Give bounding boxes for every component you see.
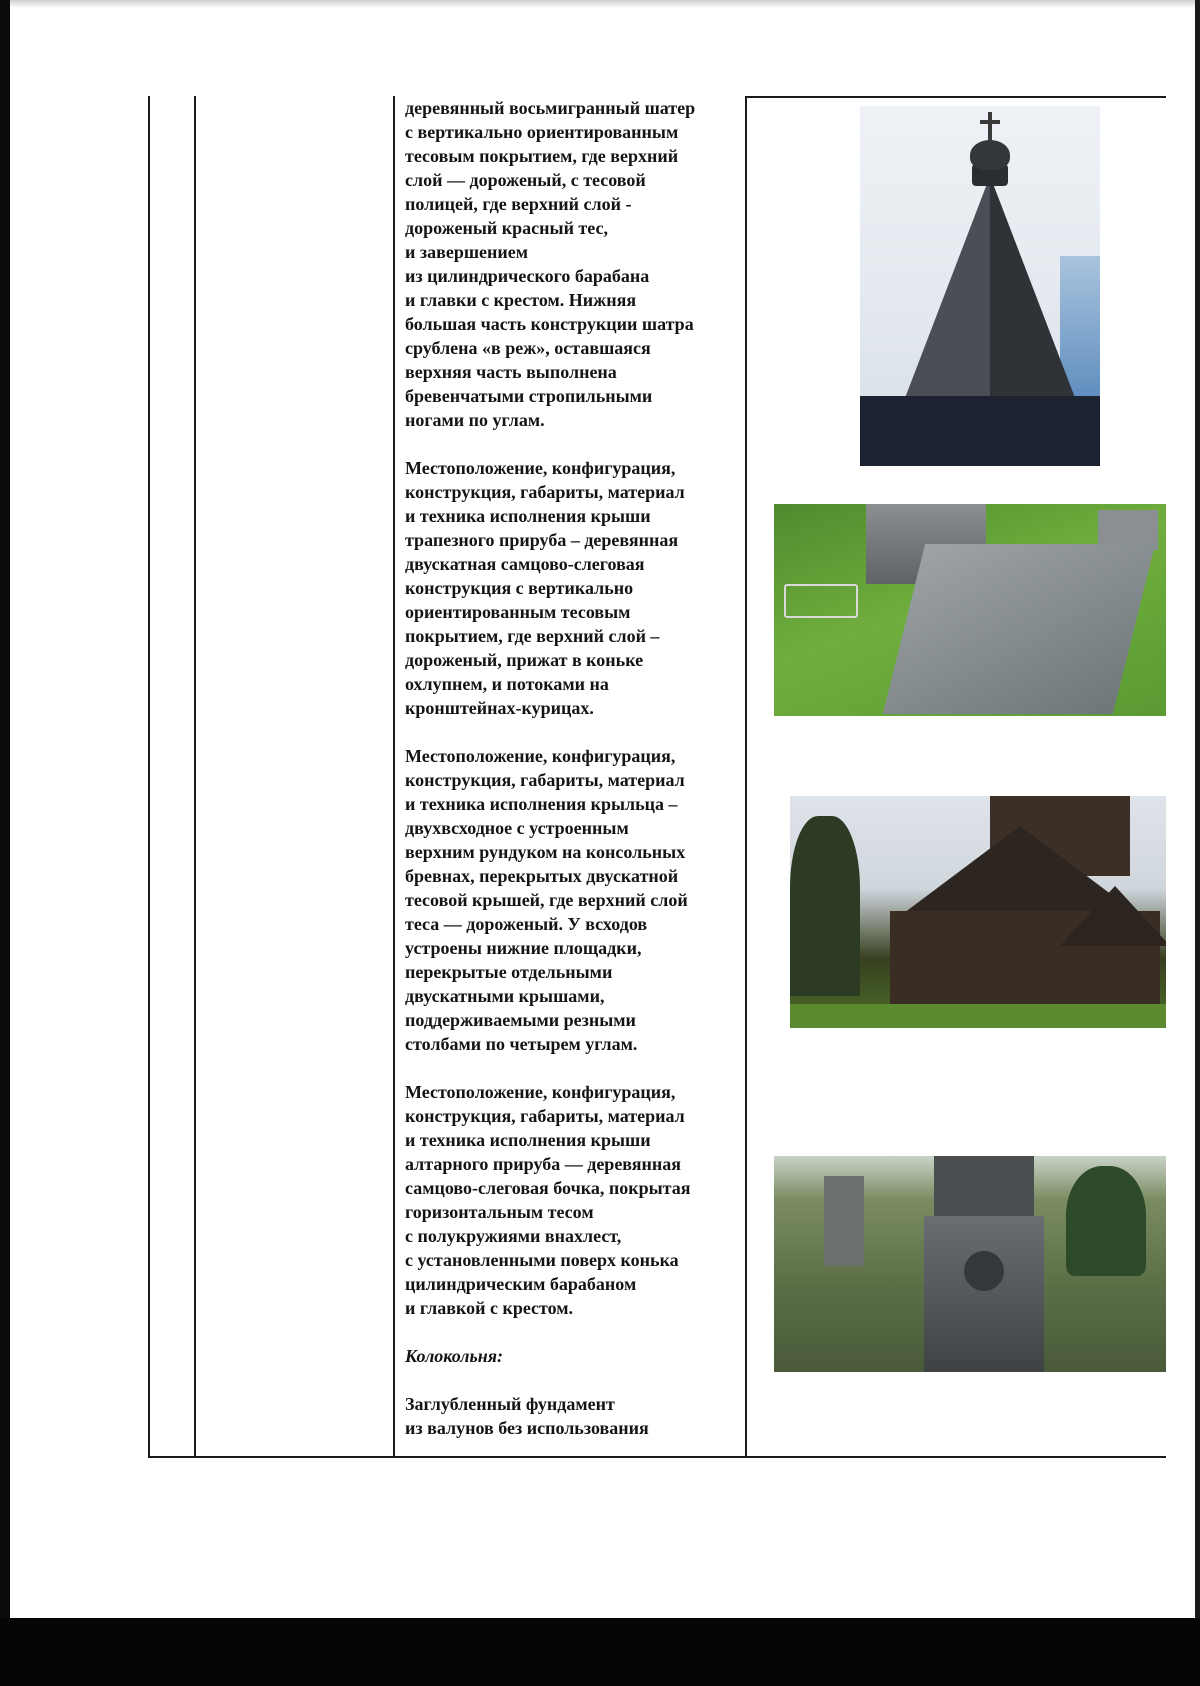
tent-roof-description: деревянный восьмигранный шатер с вертикально ориентированным тесовым покрытием, где верхний слой — дороженый, с тесовой полицей, где верхний слой - дороженый красный тес, и завершением из цилиндрического барабана и главки с крестом. Нижняя большая часть конструкции шатра срублена «в реж», оставшаяся верхняя часть выполнена бревенчатыми стропильными ногами по углам. — [405, 98, 696, 430]
photo-altar-roof — [774, 1156, 1166, 1372]
document-table — [148, 96, 1166, 1458]
table-column-border-2 — [194, 96, 196, 1458]
table-column-border-4 — [745, 96, 747, 1458]
photo-porch — [790, 796, 1166, 1028]
altar-roof-description: Местоположение, конфигурация, конструкция, габариты, материал и техника исполнения крыши алтарного прируба — деревянная самцово-слеговая бочка, покрытая горизонтальным тесом с полукружиями внахлест, с установленными поверх конька цилиндрическим барабаном и главкой с крестом. — [405, 1082, 691, 1318]
foundation-description: Заглубленный фундамент из валунов без использования — [405, 1394, 649, 1438]
scan-bottom-band — [0, 1618, 1200, 1686]
table-top-border — [745, 96, 1166, 98]
refectory-roof-description: Местоположение, конфигурация, конструкция, габариты, материал и техника исполнения крыши трапезного прируба – деревянная двускатная самцово-слеговая конструкция с вертикально ориентированным тесовым покрытием, где верхний слой – дороженый, прижат в коньке охлупнем, и потоками на кронштейнах-курицах. — [405, 458, 685, 718]
description-cell — [405, 96, 745, 1464]
table-column-border-3 — [393, 96, 395, 1458]
scan-right-edge — [1195, 0, 1200, 1650]
scan-top-shade — [10, 0, 1195, 8]
bell-tower-heading: Колокольня: — [405, 1346, 504, 1366]
photo-refectory-roof — [774, 504, 1166, 716]
photo-tent-roof — [860, 106, 1100, 466]
table-column-border-1 — [148, 96, 150, 1458]
porch-description: Местоположение, конфигурация, конструкция, габариты, материал и техника исполнения крыльца – двухвсходное с устроенным верхним рундуком на консольных бревнах, перекрытых двускатной тесовой крышей, где верхний слой теса — дороженый. У всходов устроены нижние площадки, перекрытые отдельными двускатными крышами, поддерживаемыми резными столбами по четырем углам. — [405, 746, 688, 1054]
scan-left-edge — [0, 0, 10, 1650]
